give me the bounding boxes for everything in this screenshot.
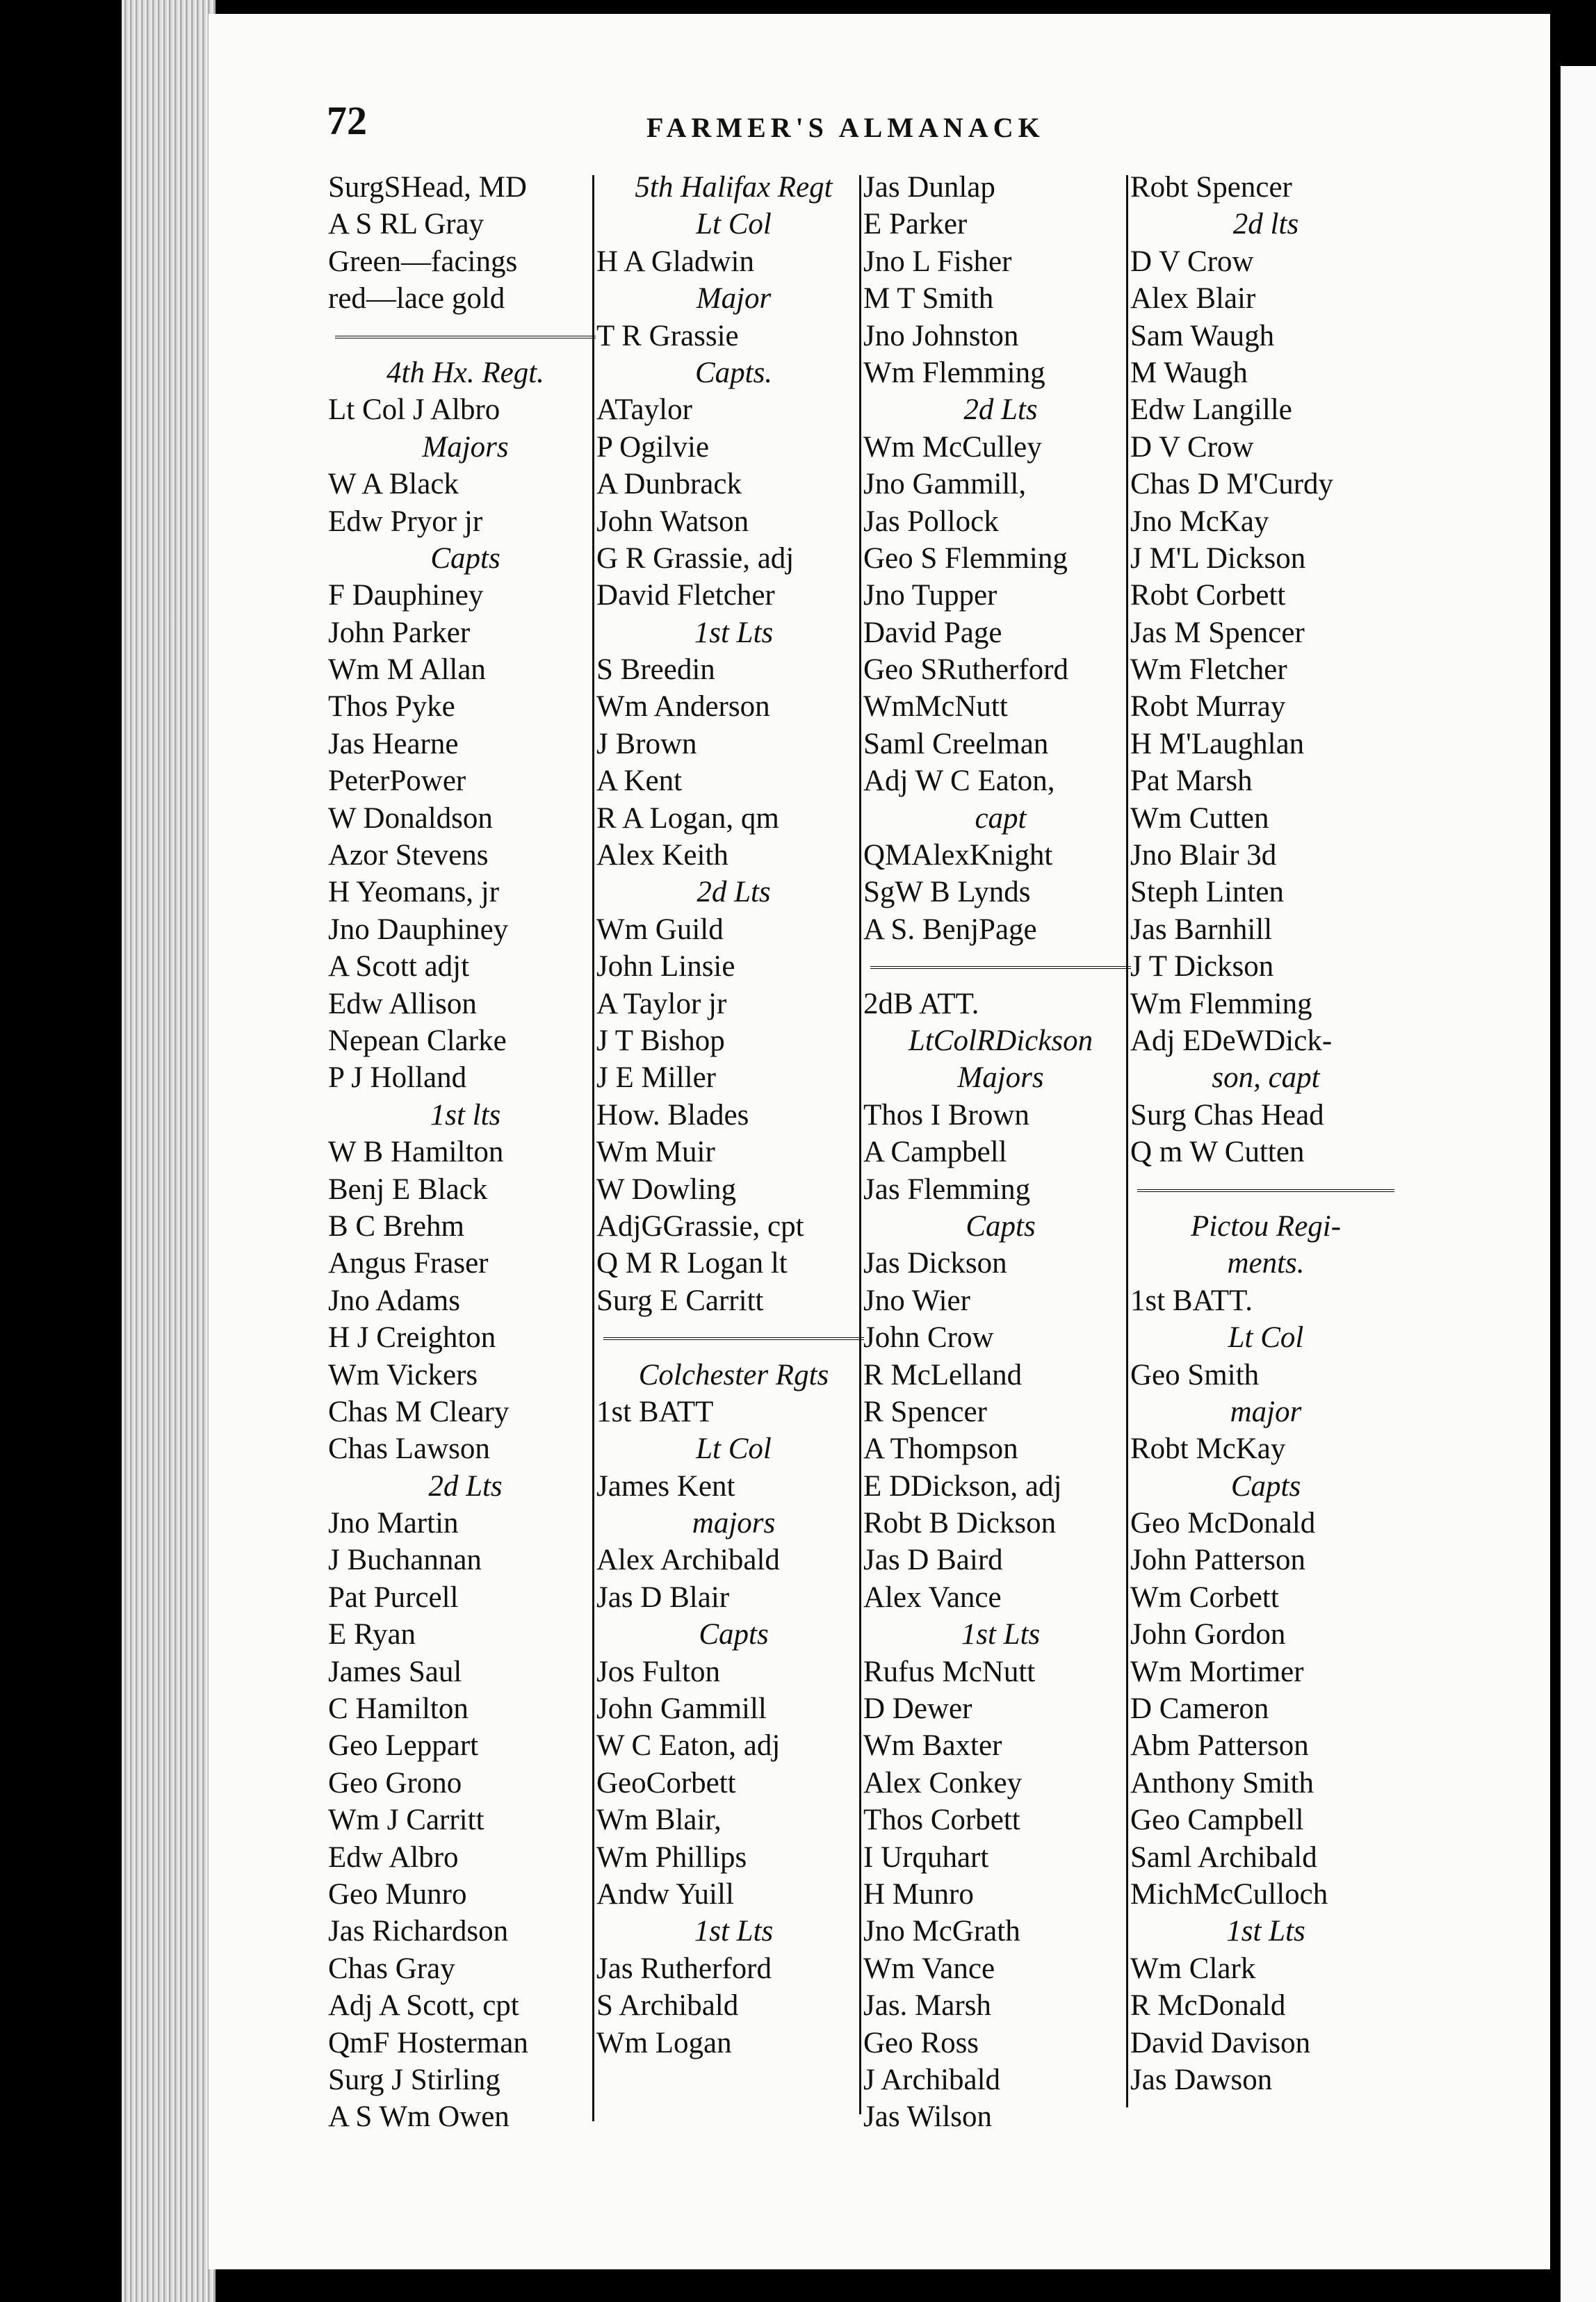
rank-heading: 1st Lts xyxy=(694,616,774,649)
roster-entry: W B Hamilton xyxy=(328,1136,504,1169)
roster-entry: D Cameron xyxy=(1130,1692,1269,1726)
roster-entry: Thos Pyke xyxy=(328,690,455,724)
roster-entry: Jno Tupper xyxy=(863,579,997,612)
roster-entry: T R Grassie xyxy=(596,319,739,352)
roster-entry: Jno McKay xyxy=(1130,505,1269,538)
roster-entry: A S. BenjPage xyxy=(863,913,1037,946)
roster-entry: H A Gladwin xyxy=(596,245,754,278)
roster-entry: David Fletcher xyxy=(596,579,775,612)
roster-entry: A S Wm Owen xyxy=(328,2100,510,2134)
roster-entry: C Hamilton xyxy=(328,1692,469,1726)
roster-entry: Wm Baxter xyxy=(863,1729,1002,1763)
rank-heading: Major xyxy=(696,282,772,316)
roster-entry: Benj E Black xyxy=(328,1173,488,1206)
rank-heading: Capts. xyxy=(694,356,773,389)
roster-entry: J M'L Dickson xyxy=(1130,541,1306,575)
roster-entry: Wm Fletcher xyxy=(1130,653,1287,687)
roster-entry: Wm Phillips xyxy=(596,1840,747,1874)
roster-entry: John Watson xyxy=(596,505,749,538)
rank-heading: Lt Col xyxy=(696,1432,772,1466)
roster-entry: Geo Ross xyxy=(863,2026,979,2059)
roster-entry: Wm Mortimer xyxy=(1130,1655,1304,1688)
roster-entry: W C Eaton, adj xyxy=(596,1729,781,1763)
roster-entry: Alex Archibald xyxy=(596,1544,780,1577)
rank-heading: capt xyxy=(975,801,1027,835)
roster-entry: Saml Archibald xyxy=(1130,1840,1317,1874)
roster-entry: A Taylor jr xyxy=(596,987,727,1020)
roster-entry: A Scott adjt xyxy=(328,950,470,983)
roster-entry: E Ryan xyxy=(328,1618,416,1651)
roster-entry: Alex Keith xyxy=(596,839,728,872)
roster-entry: W Donaldson xyxy=(328,801,493,835)
roster-entry: R A Logan, qm xyxy=(596,801,779,835)
roster-entry: M Waugh xyxy=(1130,356,1248,389)
roster-column-3 xyxy=(863,169,1138,2136)
roster-entry: Jas Rutherford xyxy=(596,1952,772,1985)
roster-entry: Jas Pollock xyxy=(863,505,999,538)
roster-entry: GeoCorbett xyxy=(596,1766,736,1799)
roster-entry: Edw Allison xyxy=(328,987,477,1020)
roster-entry: Robt Spencer xyxy=(1130,171,1292,204)
roster-entry: Abm Patterson xyxy=(1130,1729,1309,1763)
rank-heading: Pictou Regi- xyxy=(1190,1209,1342,1243)
roster-entry: Alex Blair xyxy=(1130,282,1256,316)
roster-entry: Jas M Spencer xyxy=(1130,616,1305,649)
roster-entry: S Breedin xyxy=(596,653,715,687)
roster-entry: WmMcNutt xyxy=(863,690,1008,724)
roster-entry: Jas D Baird xyxy=(863,1544,1003,1577)
roster-entry: Jas Flemming xyxy=(863,1173,1031,1206)
roster-entry: How. Blades xyxy=(596,1098,749,1132)
rank-heading: LtColRDickson xyxy=(908,1024,1093,1057)
roster-entry: D Dewer xyxy=(863,1692,972,1726)
roster-entry: John Patterson xyxy=(1130,1544,1306,1577)
roster-entry: John Linsie xyxy=(596,950,735,983)
roster-entry: Pat Purcell xyxy=(328,1581,459,1614)
roster-entry: Jas D Blair xyxy=(596,1581,730,1614)
roster-entry: Azor Stevens xyxy=(328,839,489,872)
roster-entry: Jno Adams xyxy=(328,1284,460,1317)
rank-heading: Lt Col xyxy=(1228,1321,1304,1355)
roster-entry: Adj W C Eaton, xyxy=(863,765,1055,798)
section-divider xyxy=(1130,1171,1401,1208)
roster-entry: Thos Corbett xyxy=(863,1804,1020,1837)
rank-heading: 2d lts xyxy=(1232,208,1299,241)
roster-entry: W A Black xyxy=(328,468,459,501)
rank-heading: Majors xyxy=(957,1061,1044,1095)
roster-entry: M T Smith xyxy=(863,282,994,316)
roster-entry: Edw Pryor jr xyxy=(328,505,483,538)
rank-heading: major xyxy=(1230,1395,1302,1428)
roster-entry: Geo Campbell xyxy=(1130,1804,1304,1837)
roster-entry: John Gordon xyxy=(1130,1618,1286,1651)
roster-entry: J Buchannan xyxy=(328,1544,482,1577)
roster-entry: Adj EDeWDick- xyxy=(1130,1024,1333,1057)
rank-heading: Capts xyxy=(699,1618,769,1651)
roster-entry: Jno Blair 3d xyxy=(1130,839,1277,872)
roster-entry: Q m W Cutten xyxy=(1130,1136,1305,1169)
roster-entry: W Dowling xyxy=(596,1173,737,1206)
roster-entry: red—lace gold xyxy=(328,282,505,316)
rank-heading: 1st Lts xyxy=(1226,1915,1305,1948)
page-edges xyxy=(122,0,215,2302)
rank-heading: Capts xyxy=(430,541,500,575)
roster-entry: Wm McCulley xyxy=(863,430,1042,464)
roster-entry: Geo S Flemming xyxy=(863,541,1068,575)
roster-entry: David Page xyxy=(863,616,1002,649)
roster-entry: Robt Murray xyxy=(1130,690,1286,724)
roster-entry: Chas M Cleary xyxy=(328,1395,510,1428)
roster-entry: Wm Guild xyxy=(596,913,724,946)
roster-entry: Wm Muir xyxy=(596,1136,715,1169)
roster-entry: Wm Flemming xyxy=(863,356,1045,389)
roster-entry: Alex Conkey xyxy=(863,1766,1023,1799)
roster-entry: Geo Munro xyxy=(328,1877,467,1911)
roster-entry: J Archibald xyxy=(863,2063,1001,2096)
rank-heading: 1st Lts xyxy=(961,1618,1041,1651)
roster-entry: Chas Gray xyxy=(328,1952,455,1985)
rank-heading: 2d Lts xyxy=(963,393,1038,427)
roster-entry: Green—facings xyxy=(328,245,518,278)
rank-heading: ments. xyxy=(1227,1247,1305,1280)
roster-entry: Geo McDonald xyxy=(1130,1507,1316,1540)
roster-entry: Jas Dawson xyxy=(1130,2063,1273,2096)
roster-entry: J T Bishop xyxy=(596,1024,725,1057)
roster-entry: 1st BATT xyxy=(596,1395,714,1428)
roster-entry: Surg E Carritt xyxy=(596,1284,764,1317)
roster-entry: Thos I Brown xyxy=(863,1098,1029,1132)
roster-entry: Anthony Smith xyxy=(1130,1766,1314,1799)
rank-heading: Majors xyxy=(422,430,509,464)
roster-entry: Geo Smith xyxy=(1130,1358,1260,1391)
roster-entry: Surg J Stirling xyxy=(328,2063,500,2096)
roster-entry: I Urquhart xyxy=(863,1840,989,1874)
roster-entry: Geo Grono xyxy=(328,1766,462,1799)
running-head: FARMER'S ALMANACK xyxy=(646,112,1045,143)
rank-heading: son, capt xyxy=(1212,1061,1320,1095)
roster-entry: P Ogilvie xyxy=(596,430,710,464)
roster-entry: Angus Fraser xyxy=(328,1247,489,1280)
roster-entry: J T Dickson xyxy=(1130,950,1274,983)
roster-entry: A Dunbrack xyxy=(596,468,742,501)
roster-entry: B C Brehm xyxy=(328,1209,464,1243)
roster-entry: R McDonald xyxy=(1130,1989,1286,2023)
roster-entry: Jno Dauphiney xyxy=(328,913,509,946)
roster-entry: Wm J Carritt xyxy=(328,1804,484,1837)
roster-entry: John Parker xyxy=(328,616,471,649)
roster-entry: Jno Gammill, xyxy=(863,468,1027,501)
roster-entry: P J Holland xyxy=(328,1061,467,1095)
roster-entry: QMAlexKnight xyxy=(863,839,1053,872)
rank-heading: 1st Lts xyxy=(694,1915,774,1948)
roster-entry: Nepean Clarke xyxy=(328,1024,507,1057)
roster-entry: D V Crow xyxy=(1130,245,1254,278)
roster-entry: Wm Cutten xyxy=(1130,801,1269,835)
roster-entry: Chas Lawson xyxy=(328,1432,490,1466)
roster-entry: H Munro xyxy=(863,1877,974,1911)
roster-entry: Steph Linten xyxy=(1130,876,1284,909)
roster-entry: 1st BATT. xyxy=(1130,1284,1253,1317)
section-divider xyxy=(863,948,1138,985)
roster-entry: Edw Albro xyxy=(328,1840,459,1874)
rank-heading: 2d Lts xyxy=(697,876,771,909)
roster-entry: A S RL Gray xyxy=(328,208,484,241)
roster-entry: A Kent xyxy=(596,765,683,798)
roster-entry: Jno Martin xyxy=(328,1507,459,1540)
roster-entry: Saml Creelman xyxy=(863,727,1049,760)
facing-page-edge xyxy=(1561,66,1596,2302)
roster-entry: Wm Clark xyxy=(1130,1952,1256,1985)
page-number: 72 xyxy=(327,98,367,143)
roster-entry: Chas D M'Curdy xyxy=(1130,468,1334,501)
roster-entry: Robt B Dickson xyxy=(863,1507,1057,1540)
rank-heading: 5th Halifax Regt xyxy=(635,171,833,204)
rank-heading: 4th Hx. Regt. xyxy=(386,356,544,389)
roster-entry: Jas Dunlap xyxy=(863,171,995,204)
roster-entry: Jas Dickson xyxy=(863,1247,1007,1280)
roster-entry: James Saul xyxy=(328,1655,462,1688)
roster-entry: Edw Langille xyxy=(1130,393,1292,427)
roster-entry: Jas Richardson xyxy=(328,1915,509,1948)
roster-entry: Sam Waugh xyxy=(1130,319,1275,352)
roster-entry: Jno Wier xyxy=(863,1284,970,1317)
roster-entry: R McLelland xyxy=(863,1358,1023,1391)
roster-entry: D V Crow xyxy=(1130,430,1254,464)
roster-entry: R Spencer xyxy=(863,1395,987,1428)
roster-entry: Surg Chas Head xyxy=(1130,1098,1324,1132)
roster-entry: Jos Fulton xyxy=(596,1655,721,1688)
roster-entry: Andw Yuill xyxy=(596,1877,734,1911)
roster-entry: SurgSHead, MD xyxy=(328,171,527,204)
roster-entry: John Crow xyxy=(863,1321,994,1355)
roster-entry: Jas Hearne xyxy=(328,727,459,760)
roster-entry: Jas Wilson xyxy=(863,2100,993,2134)
roster-entry: David Davison xyxy=(1130,2026,1311,2059)
roster-entry: Geo SRutherford xyxy=(863,653,1068,687)
roster-entry: Jas Barnhill xyxy=(1130,913,1273,946)
roster-entry: Lt Col J Albro xyxy=(328,393,500,427)
roster-entry: Adj A Scott, cpt xyxy=(328,1989,519,2023)
roster-column-4 xyxy=(1130,169,1401,2098)
roster-entry: E DDickson, adj xyxy=(863,1469,1062,1503)
section-divider xyxy=(596,1319,871,1356)
roster-entry: Jno McGrath xyxy=(863,1915,1020,1948)
roster-entry: PeterPower xyxy=(328,765,466,798)
rank-heading: Lt Col xyxy=(696,208,772,241)
rank-heading: 1st lts xyxy=(430,1098,501,1132)
roster-entry: SgW B Lynds xyxy=(863,876,1031,909)
rank-heading: Colchester Rgts xyxy=(638,1358,829,1391)
roster-entry: MichMcCulloch xyxy=(1130,1877,1328,1911)
roster-entry: Rufus McNutt xyxy=(863,1655,1036,1688)
roster-entry: E Parker xyxy=(863,208,968,241)
roster-entry: Pat Marsh xyxy=(1130,765,1253,798)
roster-entry: Robt McKay xyxy=(1130,1432,1286,1466)
rank-heading: majors xyxy=(692,1507,776,1540)
roster-entry: Jno L Fisher xyxy=(863,245,1012,278)
roster-entry: S Archibald xyxy=(596,1989,739,2023)
roster-entry: H J Creighton xyxy=(328,1321,496,1355)
roster-entry: Alex Vance xyxy=(863,1581,1002,1614)
roster-entry: F Dauphiney xyxy=(328,579,484,612)
roster-entry: Wm Anderson xyxy=(596,690,770,724)
roster-entry: Wm Flemming xyxy=(1130,987,1312,1020)
roster-entry: Wm Blair, xyxy=(596,1804,722,1837)
roster-entry: J Brown xyxy=(596,727,697,760)
rank-heading: Capts xyxy=(966,1209,1036,1243)
roster-entry: ATaylor xyxy=(596,393,692,427)
rank-heading: Capts xyxy=(1230,1469,1301,1503)
roster-entry: Robt Corbett xyxy=(1130,579,1286,612)
roster-entry: J E Miller xyxy=(596,1061,716,1095)
roster-entry: Q M R Logan lt xyxy=(596,1247,788,1280)
roster-entry: A Thompson xyxy=(863,1432,1018,1466)
roster-entry: Wm Vance xyxy=(863,1952,995,1985)
roster-entry: John Gammill xyxy=(596,1692,767,1726)
roster-entry: Wm M Allan xyxy=(328,653,486,687)
roster-entry: G R Grassie, adj xyxy=(596,541,795,575)
roster-entry: Wm Vickers xyxy=(328,1358,478,1391)
rank-heading: 2d Lts xyxy=(428,1469,503,1503)
section-divider xyxy=(328,318,603,354)
roster-entry: QmF Hosterman xyxy=(328,2026,528,2059)
roster-entry: Jas. Marsh xyxy=(863,1989,991,2023)
roster-entry: A Campbell xyxy=(863,1136,1007,1169)
roster-entry: Jno Johnston xyxy=(863,319,1019,352)
roster-entry: Wm Logan xyxy=(596,2026,732,2059)
roster-column-1 xyxy=(328,169,603,2136)
roster-entry: AdjGGrassie, cpt xyxy=(596,1209,804,1243)
roster-entry: H Yeomans, jr xyxy=(328,876,500,909)
roster-entry: Wm Corbett xyxy=(1130,1581,1279,1614)
roster-entry: 2dB ATT. xyxy=(863,987,979,1020)
roster-entry: Geo Leppart xyxy=(328,1729,479,1763)
roster-column-2 xyxy=(596,169,871,2062)
roster-entry: James Kent xyxy=(596,1469,735,1503)
roster-entry: H M'Laughlan xyxy=(1130,727,1305,760)
